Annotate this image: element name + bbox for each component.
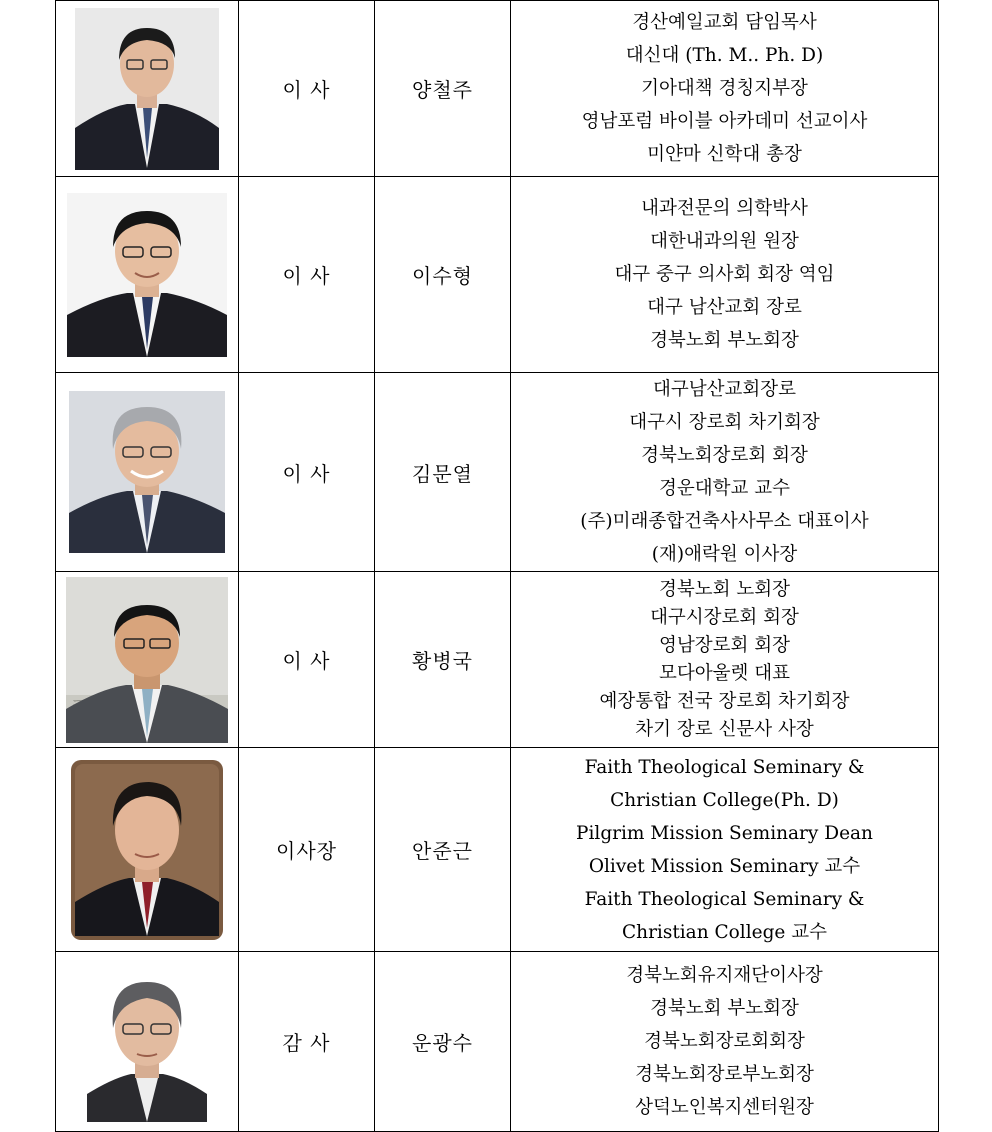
career-line: 경북노회장로부노회장 bbox=[635, 1064, 814, 1085]
table-row bbox=[56, 373, 939, 572]
portrait-photo bbox=[87, 962, 207, 1122]
name-cell: 이수형 bbox=[375, 177, 511, 373]
photo-cell bbox=[56, 572, 239, 748]
career-line: 대구시 장로회 차기회장 bbox=[629, 412, 820, 433]
name-cell: 황병국 bbox=[375, 572, 511, 748]
career-line: 대신대 (Th. M.. Ph. D) bbox=[625, 45, 824, 66]
career-line: 미얀마 신학대 총장 bbox=[647, 144, 802, 165]
portrait-photo bbox=[67, 193, 227, 357]
career-line: 경북노회 부노회장 bbox=[650, 330, 799, 351]
career-cell bbox=[511, 177, 939, 373]
career-line: 예장통합 전국 장로회 차기회장 bbox=[599, 690, 850, 712]
career-cell bbox=[511, 1, 939, 177]
table-row bbox=[56, 177, 939, 373]
career-line: 영남포럼 바이블 아카데미 선교이사 bbox=[581, 111, 868, 132]
career-line: (주)미래종합건축사사무소 대표이사 bbox=[580, 511, 869, 532]
table-row bbox=[56, 572, 939, 748]
career-line: 차기 장로 신문사 사장 bbox=[635, 718, 814, 740]
career-line: Olivet Mission Seminary 교수 bbox=[588, 855, 861, 877]
career-line: 대구시장로회 회장 bbox=[650, 606, 799, 628]
career-cell bbox=[511, 748, 939, 952]
career-line: Faith Theological Seminary & bbox=[584, 756, 865, 778]
role-cell: 이 사 bbox=[239, 177, 375, 373]
career-line: 경북노회 노회장 bbox=[659, 578, 790, 600]
career-line: 경북노회장로회회장 bbox=[644, 1031, 805, 1052]
name-cell: 운광수 bbox=[375, 952, 511, 1132]
role-cell: 이 사 bbox=[239, 373, 375, 572]
portrait-photo bbox=[66, 577, 228, 743]
career-line: 대구 남산교회 장로 bbox=[647, 297, 802, 318]
career-cell bbox=[511, 572, 939, 748]
role-cell: 이 사 bbox=[239, 1, 375, 177]
career-line: 대구남산교회장로 bbox=[653, 379, 796, 400]
career-line: 기아대책 경칭지부장 bbox=[641, 78, 808, 99]
career-line: 영남장로회 회장 bbox=[659, 634, 790, 656]
portrait-photo bbox=[69, 391, 225, 553]
career-line: 대한내과의원 원장 bbox=[650, 231, 799, 252]
career-line: (재)애락원 이사장 bbox=[651, 544, 798, 565]
photo-cell bbox=[56, 1, 239, 177]
photo-cell bbox=[56, 373, 239, 572]
career-line: 경운대학교 교수 bbox=[659, 478, 790, 499]
photo-cell bbox=[56, 748, 239, 952]
board-members-table bbox=[55, 0, 939, 1132]
career-line: 상덕노인복지센터원장 bbox=[635, 1097, 814, 1118]
career-line: 경북노회 부노회장 bbox=[650, 998, 799, 1019]
table-row bbox=[56, 952, 939, 1132]
career-line: Christian College(Ph. D) bbox=[610, 789, 839, 811]
career-line: Faith Theological Seminary & bbox=[584, 888, 865, 910]
name-cell: 안준근 bbox=[375, 748, 511, 952]
role-cell: 감 사 bbox=[239, 952, 375, 1132]
career-line: 경산예일교회 담임목사 bbox=[632, 12, 817, 33]
career-cell bbox=[511, 952, 939, 1132]
role-cell: 이사장 bbox=[239, 748, 375, 952]
name-cell: 김문열 bbox=[375, 373, 511, 572]
photo-cell bbox=[56, 177, 239, 373]
career-line: 경북노회장로회 회장 bbox=[641, 445, 808, 466]
career-cell bbox=[511, 373, 939, 572]
table-row bbox=[56, 748, 939, 952]
career-line: 내과전문의 의학박사 bbox=[641, 198, 808, 219]
portrait-photo bbox=[67, 756, 227, 944]
role-cell: 이 사 bbox=[239, 572, 375, 748]
portrait-photo bbox=[75, 8, 219, 170]
name-cell: 양철주 bbox=[375, 1, 511, 177]
table-row bbox=[56, 1, 939, 177]
career-line: 모다아울렛 대표 bbox=[659, 662, 790, 684]
photo-cell bbox=[56, 952, 239, 1132]
career-line: Pilgrim Mission Seminary Dean bbox=[576, 822, 873, 844]
career-line: 경북노회유지재단이사장 bbox=[626, 965, 823, 986]
career-line: Christian College 교수 bbox=[622, 921, 827, 943]
career-line: 대구 중구 의사회 회장 역임 bbox=[614, 264, 835, 285]
